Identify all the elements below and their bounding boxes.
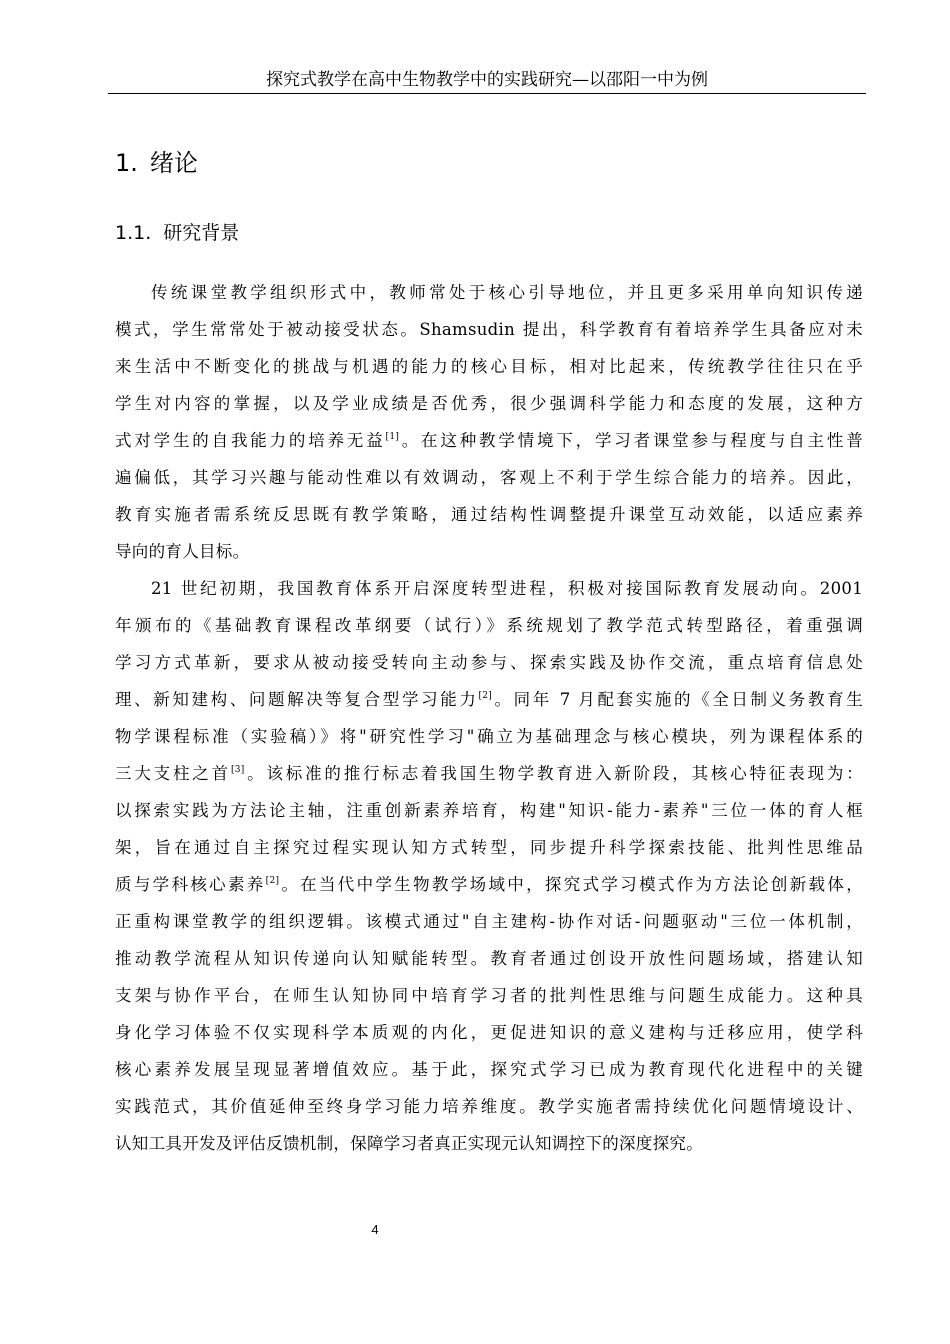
line-text: 理、新知建构、问题解决等复合型学习能力 (115, 690, 479, 709)
paragraph-line (115, 274, 863, 311)
paragraph-line (115, 829, 863, 866)
chapter-title: 绪论 (149, 149, 198, 177)
line-text: 正重构课堂教学的组织逻辑。该模式通过"自主建构-协作对话-问题驱动"三位一体机制， (115, 912, 863, 931)
chapter-heading (115, 146, 198, 180)
citation-mark: [2] (478, 691, 493, 701)
line-text: 年颁布的《基础教育课程改革纲要（试行）》系统规划了教学范式转型路径，着重强调 (115, 616, 863, 635)
line-text: 导向的育人目标。 (115, 542, 250, 561)
line-text: 学生对内容的掌握，以及学业成绩是否优秀，很少强调科学能力和态度的发展，这种方 (115, 394, 863, 413)
line-text: 。该标准的推行标志着我国生物学教育进入新阶段，其核心特征表现为： (244, 764, 863, 783)
line-text: 式对学生的自我能力的培养无益 (115, 431, 386, 450)
line-text: 实践范式，其价值延伸至终身学习能力培养维度。教学实施者需持续优化问题情境设计、 (115, 1097, 863, 1116)
paragraph-line (115, 348, 863, 385)
page-number: 4 (371, 1222, 379, 1237)
line-text: 。在这种教学情境下，学习者课堂参与程度与自主性普 (399, 431, 863, 450)
paragraph-line (115, 533, 863, 570)
section-number: 1.1. (115, 222, 152, 244)
paragraph-line (115, 385, 863, 422)
citation-mark: [1] (385, 432, 400, 442)
section-title: 研究背景 (163, 222, 240, 244)
line-text: 。同年 7 月配套实施的《全日制义务教育生 (492, 690, 863, 709)
paragraph-line (115, 681, 863, 718)
line-text: 三大支柱之首 (115, 764, 231, 783)
line-text: 支架与协作平台，在师生认知协同中培育学习者的批判性思维与问题生成能力。这种具 (115, 986, 863, 1005)
line-text: 学习方式革新，要求从被动接受转向主动参与、探索实践及协作交流，重点培育信息处 (115, 653, 863, 672)
paragraph-line (115, 496, 863, 533)
section-heading (115, 219, 239, 247)
header-rule (108, 93, 866, 94)
citation-mark: [3] (230, 765, 245, 775)
paragraph-line (115, 1088, 863, 1125)
paragraph-line (115, 459, 863, 496)
line-text: 质与学科核心素养 (115, 875, 266, 894)
paragraph-line (115, 903, 863, 940)
line-text: 。在当代中学生物教学场域中，探究式学习模式作为方法论创新载体， (279, 875, 863, 894)
paragraph-line (115, 1125, 863, 1162)
paragraph-line (115, 644, 863, 681)
line-text: 身化学习体验不仅实现科学本质观的内化，更促进知识的意义建构与迁移应用，使学科 (115, 1023, 863, 1042)
citation-mark: [2] (265, 876, 280, 886)
paragraph-line (115, 718, 863, 755)
paragraph-line (115, 607, 863, 644)
paragraph-line (115, 422, 863, 459)
line-text: 传统课堂教学组织形式中，教师常处于核心引导地位，并且更多采用单向知识传递 (151, 283, 863, 302)
line-text: 21 世纪初期，我国教育体系开启深度转型进程，积极对接国际教育发展动向。2001 (151, 579, 863, 598)
paragraph-line (115, 1014, 863, 1051)
line-text: 核心素养发展呈现显著增值效应。基于此，探究式学习已成为教育现代化进程中的关键 (115, 1060, 863, 1079)
body-text (115, 274, 863, 1162)
line-text: 认知工具开发及评估反馈机制，保障学习者真正实现元认知调控下的深度探究。 (115, 1134, 703, 1153)
paragraph-line (115, 940, 863, 977)
line-text: 来生活中不断变化的挑战与机遇的能力的核心目标，相对比起来，传统教学往往只在乎 (115, 357, 863, 376)
paragraph-line (115, 977, 863, 1014)
line-text: 教育实施者需系统反思既有教学策略，通过结构性调整提升课堂互动效能，以适应素养 (115, 505, 863, 524)
line-text: 遍偏低，其学习兴趣与能动性难以有效调动，客观上不利于学生综合能力的培养。因此， (115, 468, 863, 487)
line-text: 架，旨在通过自主探究过程实现认知方式转型，同步提升科学探索技能、批判性思维品 (115, 838, 863, 857)
paragraph-line (115, 311, 863, 348)
paragraph-line (115, 1051, 863, 1088)
line-text: 推动教学流程从知识传递向认知赋能转型。教育者通过创设开放性问题场域，搭建认知 (115, 949, 863, 968)
paragraph-line (115, 570, 863, 607)
line-text: 以探索实践为方法论主轴，注重创新素养培育，构建"知识-能力-素养"三位一体的育人框 (115, 801, 863, 820)
line-text: 物学课程标准（实验稿）》将"研究性学习"确立为基础理念与核心模块，列为课程体系的 (115, 727, 863, 746)
paragraph-line (115, 866, 863, 903)
paragraph-line (115, 755, 863, 792)
line-text: 模式，学生常常处于被动接受状态。Shamsudin 提出，科学教育有着培养学生具备应对未 (115, 320, 863, 339)
chapter-number: 1. (115, 149, 138, 177)
paragraph-line (115, 792, 863, 829)
running-header: 探究式教学在高中生物教学中的实践研究—以邵阳一中为例 (266, 70, 708, 90)
